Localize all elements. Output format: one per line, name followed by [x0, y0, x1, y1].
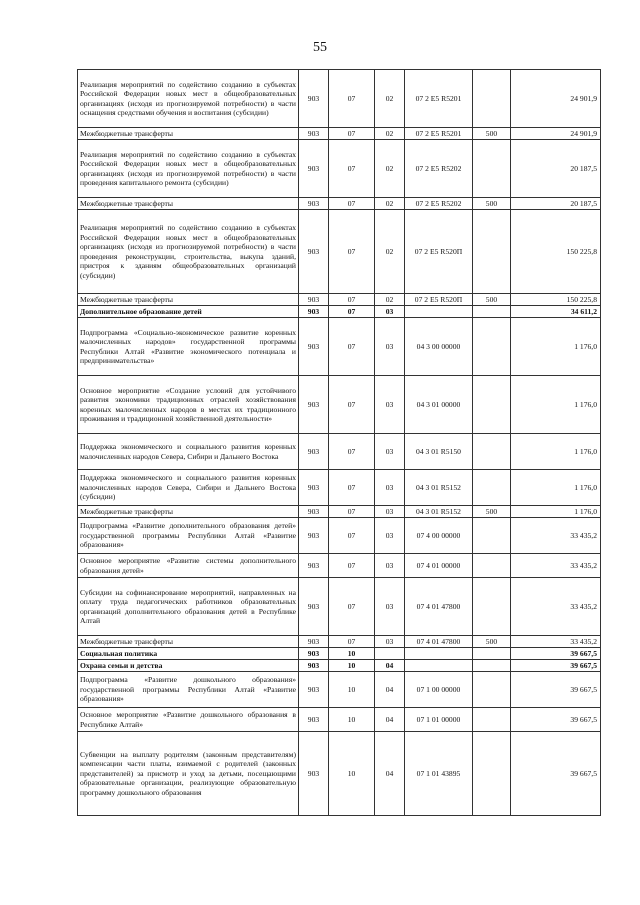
- expense-type-cell: [473, 210, 511, 294]
- target-article-cell: 07 4 00 00000: [405, 518, 473, 554]
- target-article-cell: 04 3 01 R5150: [405, 434, 473, 470]
- row-name-cell: Подпрограмма «Развитие дополнительного образования детей» государственной программы Республики Алтай «Развитие образования»: [78, 518, 299, 554]
- table-row: [78, 672, 601, 708]
- ved-code-cell: 903: [299, 672, 329, 708]
- target-article-cell: 07 2 Е5 R520П: [405, 294, 473, 306]
- expense-type-cell: [473, 660, 511, 672]
- amount-cell: 20 187,5: [511, 140, 601, 198]
- amount-cell: 39 667,5: [511, 648, 601, 660]
- section-code-cell: 07: [329, 128, 375, 140]
- ved-code-cell: 903: [299, 128, 329, 140]
- row-name-cell: Межбюджетные трансферты: [78, 294, 299, 306]
- expense-type-cell: [473, 140, 511, 198]
- expense-type-cell: [473, 470, 511, 506]
- amount-cell: 39 667,5: [511, 660, 601, 672]
- section-code-cell: 07: [329, 376, 375, 434]
- section-code-cell: 10: [329, 732, 375, 816]
- subsection-code-cell: 03: [375, 434, 405, 470]
- table-row: [78, 648, 601, 660]
- target-article-cell: 04 3 01 00000: [405, 376, 473, 434]
- target-article-cell: [405, 648, 473, 660]
- table-row: [78, 554, 601, 578]
- expense-type-cell: [473, 672, 511, 708]
- row-name-cell: Поддержка экономического и социального развития коренных малочисленных народов Севера, Сибири и Дальнего Востока: [78, 434, 299, 470]
- table-row: [78, 376, 601, 434]
- section-code-cell: 07: [329, 470, 375, 506]
- ved-code-cell: 903: [299, 506, 329, 518]
- section-code-cell: 10: [329, 660, 375, 672]
- ved-code-cell: 903: [299, 554, 329, 578]
- section-code-cell: 07: [329, 636, 375, 648]
- target-article-cell: 07 1 00 00000: [405, 672, 473, 708]
- ved-code-cell: 903: [299, 198, 329, 210]
- subsection-code-cell: 04: [375, 672, 405, 708]
- amount-cell: 33 435,2: [511, 578, 601, 636]
- row-name-cell: Субвенции на выплату родителям (законным представителям) компенсации части платы, взимаемой с родителей (законных представителей) за присмотр и уход за детьми, посещающими образовательные организации, реализующие образовательную программу дошкольного образования: [78, 732, 299, 816]
- target-article-cell: 07 4 01 47800: [405, 578, 473, 636]
- expense-type-cell: [473, 376, 511, 434]
- section-code-cell: 07: [329, 210, 375, 294]
- section-code-cell: 07: [329, 198, 375, 210]
- subsection-code-cell: 02: [375, 210, 405, 294]
- amount-cell: 34 611,2: [511, 306, 601, 318]
- section-code-cell: 07: [329, 434, 375, 470]
- expense-type-cell: 500: [473, 294, 511, 306]
- subsection-code-cell: 02: [375, 294, 405, 306]
- amount-cell: 24 901,9: [511, 128, 601, 140]
- row-name-cell: Основное мероприятие «Создание условий для устойчивого развития экономики традиционных отраслей хозяйствования коренных малочисленных народов в местах их традиционного проживания и традиционной хозяйственной деятельности»: [78, 376, 299, 434]
- amount-cell: 33 435,2: [511, 518, 601, 554]
- ved-code-cell: 903: [299, 434, 329, 470]
- ved-code-cell: 903: [299, 708, 329, 732]
- ved-code-cell: 903: [299, 140, 329, 198]
- expense-type-cell: [473, 578, 511, 636]
- subsection-code-cell: 03: [375, 636, 405, 648]
- expense-type-cell: [473, 434, 511, 470]
- subsection-code-cell: 04: [375, 732, 405, 816]
- row-name-cell: Межбюджетные трансферты: [78, 506, 299, 518]
- target-article-cell: 07 4 01 00000: [405, 554, 473, 578]
- target-article-cell: [405, 660, 473, 672]
- section-code-cell: 07: [329, 294, 375, 306]
- row-name-cell: Основное мероприятие «Развитие дошкольного образования в Республике Алтай»: [78, 708, 299, 732]
- row-name-cell: Межбюджетные трансферты: [78, 128, 299, 140]
- expense-type-cell: 500: [473, 636, 511, 648]
- row-name-cell: Подпрограмма «Развитие дошкольного образования» государственной программы Республики Алтай «Развитие образования»: [78, 672, 299, 708]
- amount-cell: 24 901,9: [511, 70, 601, 128]
- section-code-cell: 07: [329, 318, 375, 376]
- subsection-code-cell: 04: [375, 660, 405, 672]
- row-name-cell: Межбюджетные трансферты: [78, 636, 299, 648]
- budget-table: [77, 69, 601, 816]
- row-name-cell: Субсидии на софинансирование мероприятий, направленных на оплату труда педагогических работников образовательных организаций дополнительного образования детей в Республике Алтай: [78, 578, 299, 636]
- page-number: 55: [313, 40, 327, 55]
- section-code-cell: 10: [329, 672, 375, 708]
- expense-type-cell: [473, 732, 511, 816]
- ved-code-cell: 903: [299, 470, 329, 506]
- target-article-cell: 04 3 01 R5152: [405, 470, 473, 506]
- target-article-cell: 04 3 01 R5152: [405, 506, 473, 518]
- subsection-code-cell: 03: [375, 506, 405, 518]
- row-name-cell: Дополнительное образование детей: [78, 306, 299, 318]
- target-article-cell: 07 2 Е5 R5202: [405, 140, 473, 198]
- section-code-cell: 07: [329, 306, 375, 318]
- row-name-cell: Подпрограмма «Социально-экономическое развитие коренных малочисленных народов» государственной программы Республики Алтай «Развитие экономического потенциала и предпринимательства»: [78, 318, 299, 376]
- expense-type-cell: [473, 306, 511, 318]
- row-name-cell: Социальная политика: [78, 648, 299, 660]
- target-article-cell: 07 2 Е5 R5202: [405, 198, 473, 210]
- amount-cell: 39 667,5: [511, 708, 601, 732]
- ved-code-cell: 903: [299, 660, 329, 672]
- amount-cell: 1 176,0: [511, 470, 601, 506]
- table-row: [78, 318, 601, 376]
- table-row: [78, 70, 601, 128]
- subsection-code-cell: 03: [375, 554, 405, 578]
- row-name-cell: Охрана семьи и детства: [78, 660, 299, 672]
- target-article-cell: 04 3 00 00000: [405, 318, 473, 376]
- table-row: [78, 578, 601, 636]
- budget-table-body: [78, 70, 601, 816]
- target-article-cell: 07 2 Е5 R5201: [405, 128, 473, 140]
- table-row: [78, 198, 601, 210]
- ved-code-cell: 903: [299, 376, 329, 434]
- table-row: [78, 210, 601, 294]
- expense-type-cell: [473, 708, 511, 732]
- ved-code-cell: 903: [299, 518, 329, 554]
- table-row: [78, 128, 601, 140]
- ved-code-cell: 903: [299, 648, 329, 660]
- amount-cell: 1 176,0: [511, 506, 601, 518]
- subsection-code-cell: 02: [375, 198, 405, 210]
- subsection-code-cell: 04: [375, 708, 405, 732]
- expense-type-cell: [473, 648, 511, 660]
- table-row: [78, 732, 601, 816]
- target-article-cell: 07 4 01 47800: [405, 636, 473, 648]
- amount-cell: 33 435,2: [511, 636, 601, 648]
- amount-cell: 1 176,0: [511, 434, 601, 470]
- row-name-cell: Реализация мероприятий по содействию созданию в субъектах Российской Федерации новых мест в общеобразовательных организациях (исходя из прогнозируемой потребности) в части оснащения средствами обучения и воспитания (субсидии): [78, 70, 299, 128]
- amount-cell: 1 176,0: [511, 318, 601, 376]
- ved-code-cell: 903: [299, 294, 329, 306]
- target-article-cell: 07 2 Е5 R5201: [405, 70, 473, 128]
- row-name-cell: Поддержка экономического и социального развития коренных малочисленных народов Севера, Сибири и Дальнего Востока (субсидии): [78, 470, 299, 506]
- section-code-cell: 07: [329, 506, 375, 518]
- subsection-code-cell: 03: [375, 470, 405, 506]
- expense-type-cell: [473, 554, 511, 578]
- row-name-cell: Основное мероприятие «Развитие системы дополнительного образования детей»: [78, 554, 299, 578]
- table-row: [78, 470, 601, 506]
- amount-cell: 33 435,2: [511, 554, 601, 578]
- section-code-cell: 07: [329, 554, 375, 578]
- subsection-code-cell: 02: [375, 128, 405, 140]
- expense-type-cell: [473, 70, 511, 128]
- section-code-cell: 10: [329, 708, 375, 732]
- table-row: [78, 660, 601, 672]
- target-article-cell: [405, 306, 473, 318]
- row-name-cell: Реализация мероприятий по содействию созданию в субъектах Российской Федерации новых мест в общеобразовательных организациях (исходя из прогнозируемой потребности) в части проведения капитального ремонта (субсидии): [78, 140, 299, 198]
- amount-cell: 150 225,8: [511, 210, 601, 294]
- table-row: [78, 294, 601, 306]
- amount-cell: 150 225,8: [511, 294, 601, 306]
- subsection-code-cell: 03: [375, 578, 405, 636]
- ved-code-cell: 903: [299, 732, 329, 816]
- subsection-code-cell: 03: [375, 318, 405, 376]
- subsection-code-cell: 03: [375, 376, 405, 434]
- amount-cell: 39 667,5: [511, 672, 601, 708]
- subsection-code-cell: 03: [375, 518, 405, 554]
- amount-cell: 20 187,5: [511, 198, 601, 210]
- ved-code-cell: 903: [299, 578, 329, 636]
- expense-type-cell: [473, 518, 511, 554]
- table-row: [78, 518, 601, 554]
- subsection-code-cell: 02: [375, 140, 405, 198]
- target-article-cell: 07 2 Е5 R520П: [405, 210, 473, 294]
- ved-code-cell: 903: [299, 210, 329, 294]
- section-code-cell: 10: [329, 648, 375, 660]
- subsection-code-cell: [375, 648, 405, 660]
- expense-type-cell: 500: [473, 128, 511, 140]
- table-row: [78, 636, 601, 648]
- table-row: [78, 306, 601, 318]
- subsection-code-cell: 03: [375, 306, 405, 318]
- table-row: [78, 506, 601, 518]
- expense-type-cell: [473, 318, 511, 376]
- subsection-code-cell: 02: [375, 70, 405, 128]
- amount-cell: 39 667,5: [511, 732, 601, 816]
- expense-type-cell: 500: [473, 506, 511, 518]
- row-name-cell: Реализация мероприятий по содействию созданию в субъектах Российской Федерации новых мест в общеобразовательных организациях (исходя из прогнозируемой потребности) в части проведения реконструкции, строительства, выкупа зданий, пристроя к зданиям общеобразовательных организаций (субсидии): [78, 210, 299, 294]
- table-row: [78, 434, 601, 470]
- amount-cell: 1 176,0: [511, 376, 601, 434]
- table-row: [78, 140, 601, 198]
- section-code-cell: 07: [329, 578, 375, 636]
- ved-code-cell: 903: [299, 318, 329, 376]
- expense-type-cell: 500: [473, 198, 511, 210]
- table-row: [78, 708, 601, 732]
- ved-code-cell: 903: [299, 306, 329, 318]
- target-article-cell: 07 1 01 43895: [405, 732, 473, 816]
- row-name-cell: Межбюджетные трансферты: [78, 198, 299, 210]
- target-article-cell: 07 1 01 00000: [405, 708, 473, 732]
- section-code-cell: 07: [329, 518, 375, 554]
- section-code-cell: 07: [329, 70, 375, 128]
- section-code-cell: 07: [329, 140, 375, 198]
- ved-code-cell: 903: [299, 636, 329, 648]
- ved-code-cell: 903: [299, 70, 329, 128]
